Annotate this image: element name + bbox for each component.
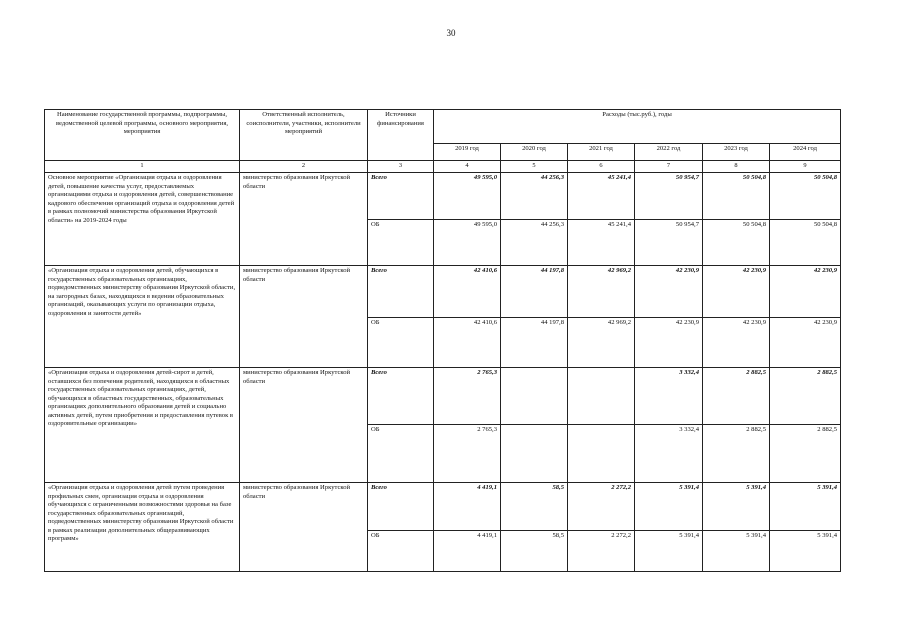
column-number: 4 — [434, 161, 501, 173]
total-value: 50 504,8 — [770, 173, 841, 220]
source-ob-label: ОБ — [368, 318, 434, 368]
budget-table — [44, 109, 841, 572]
total-value: 2 765,3 — [434, 368, 501, 425]
ob-value: 44 197,8 — [501, 318, 568, 368]
source-total-label: Всего — [368, 368, 434, 425]
header-year: 2019 год — [434, 144, 501, 161]
ob-value: 2 765,3 — [434, 425, 501, 483]
ob-value: 4 419,1 — [434, 531, 501, 572]
column-number: 2 — [240, 161, 368, 173]
ob-value: 49 595,0 — [434, 220, 501, 266]
total-value: 42 230,9 — [635, 266, 703, 318]
total-value: 2 882,5 — [770, 368, 841, 425]
column-number: 6 — [568, 161, 635, 173]
total-value: 42 230,9 — [703, 266, 770, 318]
table-row — [45, 173, 841, 220]
header-year: 2023 год — [703, 144, 770, 161]
row-name: Основное мероприятие «Организация отдыха и оздоровления детей, повышение качества услуг, предоставляемых организациями отдыха и оздоровления детей, совершенствование кадрового обеспечения организаций отдыха и оздоровления детей в рамках полномочий министерства образования Иркутской области» на 2019-2024 годы — [45, 173, 240, 266]
source-total-label: Всего — [368, 266, 434, 318]
total-value: 5 391,4 — [770, 483, 841, 531]
ob-value: 42 410,6 — [434, 318, 501, 368]
total-value: 50 954,7 — [635, 173, 703, 220]
header-executor: Ответственный исполнитель, соисполнители, участники, исполнители мероприятий — [240, 110, 368, 161]
table-row — [45, 483, 841, 531]
column-number: 9 — [770, 161, 841, 173]
total-value: 2 882,5 — [703, 368, 770, 425]
header-year: 2021 год — [568, 144, 635, 161]
ob-value: 50 504,8 — [703, 220, 770, 266]
ob-value: 50 954,7 — [635, 220, 703, 266]
total-value — [501, 368, 568, 425]
total-value: 42 230,9 — [770, 266, 841, 318]
row-executor: министерство образования Иркутской области — [240, 368, 368, 483]
ob-value: 42 969,2 — [568, 318, 635, 368]
total-value: 5 391,4 — [703, 483, 770, 531]
ob-value: 44 256,3 — [501, 220, 568, 266]
row-name: «Организация отдыха и оздоровления детей-сирот и детей, оставшихся без попечения родителей, находящихся в областных государственных образовательных организациях, детей, обучающихся в областных государственных, образовательных организациях дополнительного образования детей и социально активных детей, путем приобретения и предоставления путевок в оздоровительные организации» — [45, 368, 240, 483]
total-value: 5 391,4 — [635, 483, 703, 531]
row-executor: министерство образования Иркутской области — [240, 266, 368, 368]
total-value: 44 256,3 — [501, 173, 568, 220]
source-ob-label: ОБ — [368, 425, 434, 483]
row-name: «Организация отдыха и оздоровления детей путем проведения профильных смен, организация отдыха и оздоровления обучающихся с ограниченными возможностями здоровья на базе государственных образовательных организаций, подведомственных министерству образования Иркутской области в рамках реализации дополнительных общеразвивающих программ» — [45, 483, 240, 572]
ob-value: 50 504,8 — [770, 220, 841, 266]
total-value: 45 241,4 — [568, 173, 635, 220]
total-value: 2 272,2 — [568, 483, 635, 531]
header-expenses: Расходы (тыс.руб.), годы — [434, 110, 841, 144]
table-row — [45, 368, 841, 425]
header-year: 2020 год — [501, 144, 568, 161]
total-value — [568, 368, 635, 425]
ob-value: 5 391,4 — [703, 531, 770, 572]
header-source: Источники финансирования — [368, 110, 434, 161]
header-year: 2022 год — [635, 144, 703, 161]
ob-value: 5 391,4 — [635, 531, 703, 572]
total-value: 49 595,0 — [434, 173, 501, 220]
total-value: 4 419,1 — [434, 483, 501, 531]
page-number: 30 — [446, 28, 456, 38]
source-total-label: Всего — [368, 173, 434, 220]
total-value: 42 410,6 — [434, 266, 501, 318]
ob-value: 3 332,4 — [635, 425, 703, 483]
column-number: 8 — [703, 161, 770, 173]
ob-value — [501, 425, 568, 483]
total-value: 3 332,4 — [635, 368, 703, 425]
ob-value: 42 230,9 — [635, 318, 703, 368]
row-executor: министерство образования Иркутской области — [240, 173, 368, 266]
ob-value: 2 882,5 — [703, 425, 770, 483]
total-value: 44 197,8 — [501, 266, 568, 318]
total-value: 58,5 — [501, 483, 568, 531]
row-name: «Организация отдыха и оздоровления детей, обучающихся в государственных образовательных организациях, подведомственных министерству образования Иркутской области, на загородных базах, находящихся в ведении образовательных организаций, оказывающих услуги по организации отдыха, оздоровления и занятости детей» — [45, 266, 240, 368]
total-value: 50 504,8 — [703, 173, 770, 220]
table-row — [45, 266, 841, 318]
ob-value: 58,5 — [501, 531, 568, 572]
column-number: 3 — [368, 161, 434, 173]
ob-value: 42 230,9 — [703, 318, 770, 368]
column-number: 1 — [45, 161, 240, 173]
total-value: 42 969,2 — [568, 266, 635, 318]
source-ob-label: ОБ — [368, 220, 434, 266]
row-executor: министерство образования Иркутской области — [240, 483, 368, 572]
ob-value: 42 230,9 — [770, 318, 841, 368]
source-total-label: Всего — [368, 483, 434, 531]
ob-value: 2 272,2 — [568, 531, 635, 572]
header-name: Наименование государственной программы, подпрограммы, ведомственной целевой программы, основного мероприятия, мероприятия — [45, 110, 240, 161]
ob-value: 5 391,4 — [770, 531, 841, 572]
ob-value — [568, 425, 635, 483]
column-number: 7 — [635, 161, 703, 173]
source-ob-label: ОБ — [368, 531, 434, 572]
ob-value: 45 241,4 — [568, 220, 635, 266]
ob-value: 2 882,5 — [770, 425, 841, 483]
header-year: 2024 год — [770, 144, 841, 161]
column-number: 5 — [501, 161, 568, 173]
